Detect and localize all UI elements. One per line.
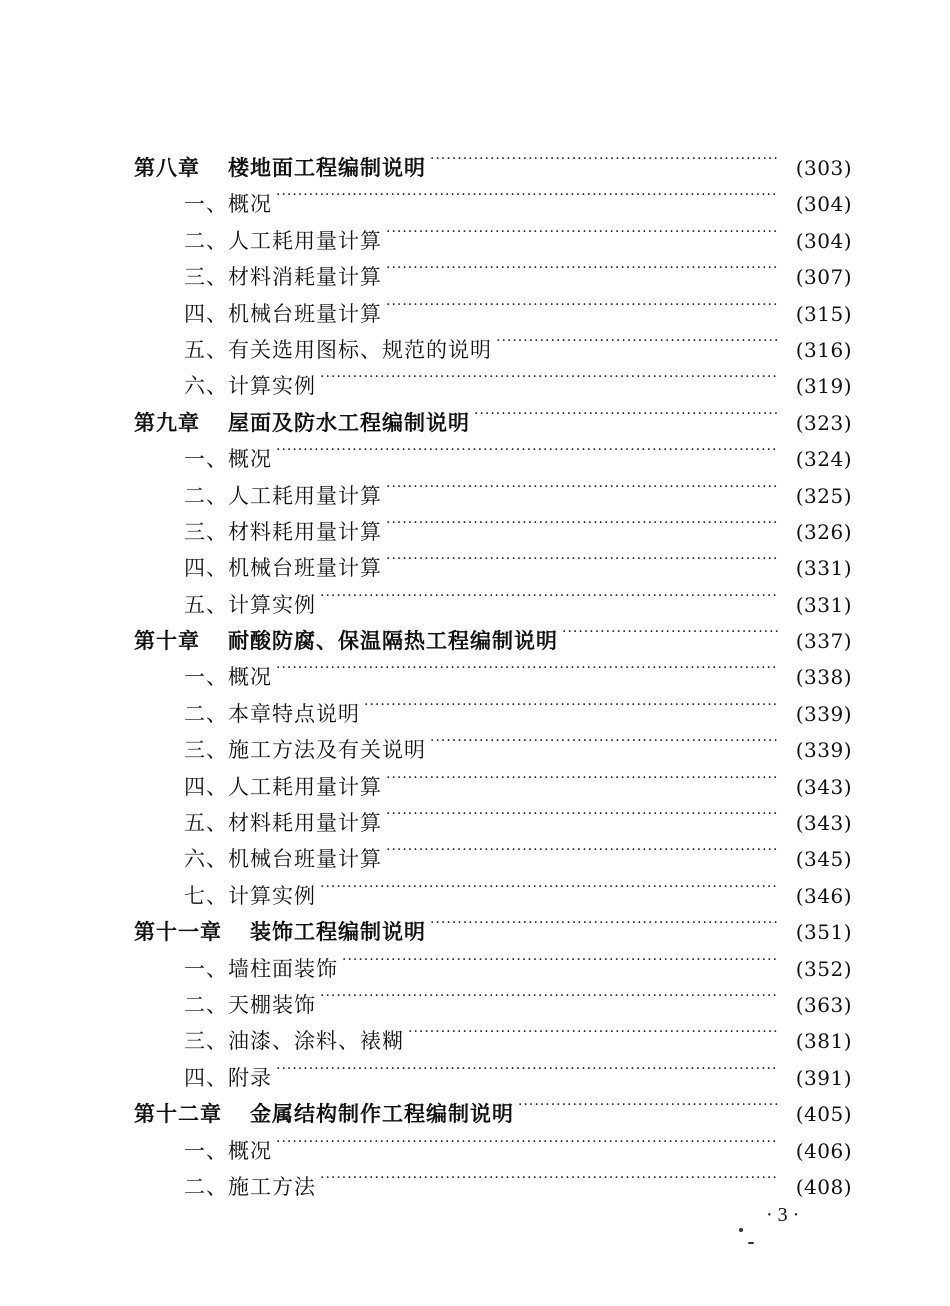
- leader-dots: [408, 1012, 778, 1048]
- page-ref: (352): [795, 956, 852, 981]
- page-ref: (316): [795, 337, 852, 362]
- page-ref: (331): [795, 556, 852, 581]
- section-title: 一、概况: [184, 447, 272, 472]
- leader-dots: [386, 248, 778, 284]
- page-ref: (324): [795, 447, 852, 472]
- leader-dots: [496, 321, 778, 357]
- leader-dots: [276, 1049, 778, 1085]
- page-ref: (319): [795, 374, 852, 399]
- section-title: 六、机械台班量计算: [184, 847, 382, 872]
- leader-dots: [320, 576, 778, 612]
- page-ref: (363): [795, 992, 852, 1017]
- leader-dots: [386, 830, 778, 866]
- page-ref: (325): [795, 483, 852, 508]
- page-ref: (303): [795, 156, 852, 180]
- page-ref: (351): [795, 920, 852, 945]
- page-ref: (391): [795, 1065, 852, 1090]
- leader-dots: [276, 175, 778, 211]
- section-title: 一、概况: [184, 665, 272, 690]
- page-ref: (408): [795, 1174, 852, 1199]
- section-title: 一、墙柱面装饰: [184, 956, 338, 981]
- chapter-title-text: 楼地面工程编制说明: [228, 155, 426, 180]
- leader-dots: [320, 357, 778, 393]
- leader-dots: [430, 903, 778, 939]
- page-ref: (343): [795, 811, 852, 836]
- section-title: 二、人工耗用量计算: [184, 228, 382, 253]
- leader-dots: [430, 721, 778, 757]
- section-title: 三、油漆、涂料、裱糊: [184, 1029, 404, 1054]
- page-ref: (343): [795, 774, 852, 799]
- chapter-number: 第十一章: [134, 919, 222, 945]
- page-ref: (346): [795, 883, 852, 908]
- leader-dots: [342, 940, 778, 976]
- section-title: 五、计算实例: [184, 592, 316, 617]
- page-ref: (338): [795, 665, 852, 690]
- section-title: 一、概况: [184, 192, 272, 217]
- leader-dots: [386, 503, 778, 539]
- leader-dots: [276, 1122, 778, 1158]
- section-title: 七、计算实例: [184, 883, 316, 908]
- section-title: 三、材料消耗量计算: [184, 265, 382, 290]
- leader-dots: [320, 867, 778, 903]
- chapter-title-text: 屋面及防水工程编制说明: [228, 409, 470, 435]
- chapter-title-text: 耐酸防腐、保温隔热工程编制说明: [228, 628, 558, 654]
- leader-dots: [386, 539, 778, 575]
- section-title: 二、本章特点说明: [184, 701, 360, 726]
- leader-dots: [320, 1158, 778, 1194]
- page-ref: (307): [795, 265, 852, 290]
- leader-dots: [364, 685, 778, 721]
- scan-speck: [748, 1242, 754, 1244]
- chapter-number: 第十章: [134, 628, 200, 654]
- leader-dots: [430, 139, 778, 175]
- section-title: 二、人工耗用量计算: [184, 483, 382, 508]
- page-ref: (406): [795, 1138, 852, 1163]
- leader-dots: [562, 612, 778, 648]
- section-title: 三、材料耗用量计算: [184, 519, 382, 544]
- chapter-number: 第十二章: [134, 1101, 222, 1127]
- section-title: 六、计算实例: [184, 374, 316, 399]
- leader-dots: [518, 1085, 778, 1121]
- section-title: 四、人工耗用量计算: [184, 774, 382, 799]
- section-title: 一、概况: [184, 1138, 272, 1163]
- section-title: 二、天棚装饰: [184, 992, 316, 1017]
- page-ref: (381): [795, 1029, 852, 1054]
- chapter-title-text: 装饰工程编制说明: [250, 919, 426, 945]
- leader-dots: [386, 794, 778, 830]
- page-ref: (337): [795, 629, 852, 654]
- leader-dots: [320, 976, 778, 1012]
- section-title: 五、材料耗用量计算: [184, 811, 382, 836]
- page-number: · 3 ·: [766, 1204, 800, 1226]
- page-ref: (339): [795, 701, 852, 726]
- chapter-number: 第八章: [134, 155, 200, 180]
- page-ref: (304): [795, 192, 852, 217]
- page-ref: (315): [795, 301, 852, 326]
- toc-chapter-row: [134, 139, 852, 180]
- section-title: 四、机械台班量计算: [184, 301, 382, 326]
- page-ref: (345): [795, 847, 852, 872]
- leader-dots: [386, 212, 778, 248]
- chapter-title-text: 金属结构制作工程编制说明: [250, 1101, 514, 1127]
- page-ref: (405): [795, 1102, 852, 1127]
- page-ref: (323): [795, 410, 852, 435]
- scan-speck: [739, 1228, 743, 1232]
- leader-dots: [386, 758, 778, 794]
- section-title: 四、附录: [184, 1065, 272, 1090]
- section-title: 三、施工方法及有关说明: [184, 738, 426, 763]
- leader-dots: [276, 648, 778, 684]
- table-of-contents: [134, 139, 852, 1199]
- leader-dots: [276, 430, 778, 466]
- page-ref: (304): [795, 228, 852, 253]
- page-ref: (339): [795, 738, 852, 763]
- leader-dots: [474, 394, 778, 430]
- chapter-number: 第九章: [134, 409, 200, 435]
- page-ref: (326): [795, 519, 852, 544]
- section-title: 五、有关选用图标、规范的说明: [184, 337, 492, 362]
- leader-dots: [386, 467, 778, 503]
- section-title: 二、施工方法: [184, 1174, 316, 1199]
- leader-dots: [386, 285, 778, 321]
- section-title: 四、机械台班量计算: [184, 556, 382, 581]
- page-ref: (331): [795, 592, 852, 617]
